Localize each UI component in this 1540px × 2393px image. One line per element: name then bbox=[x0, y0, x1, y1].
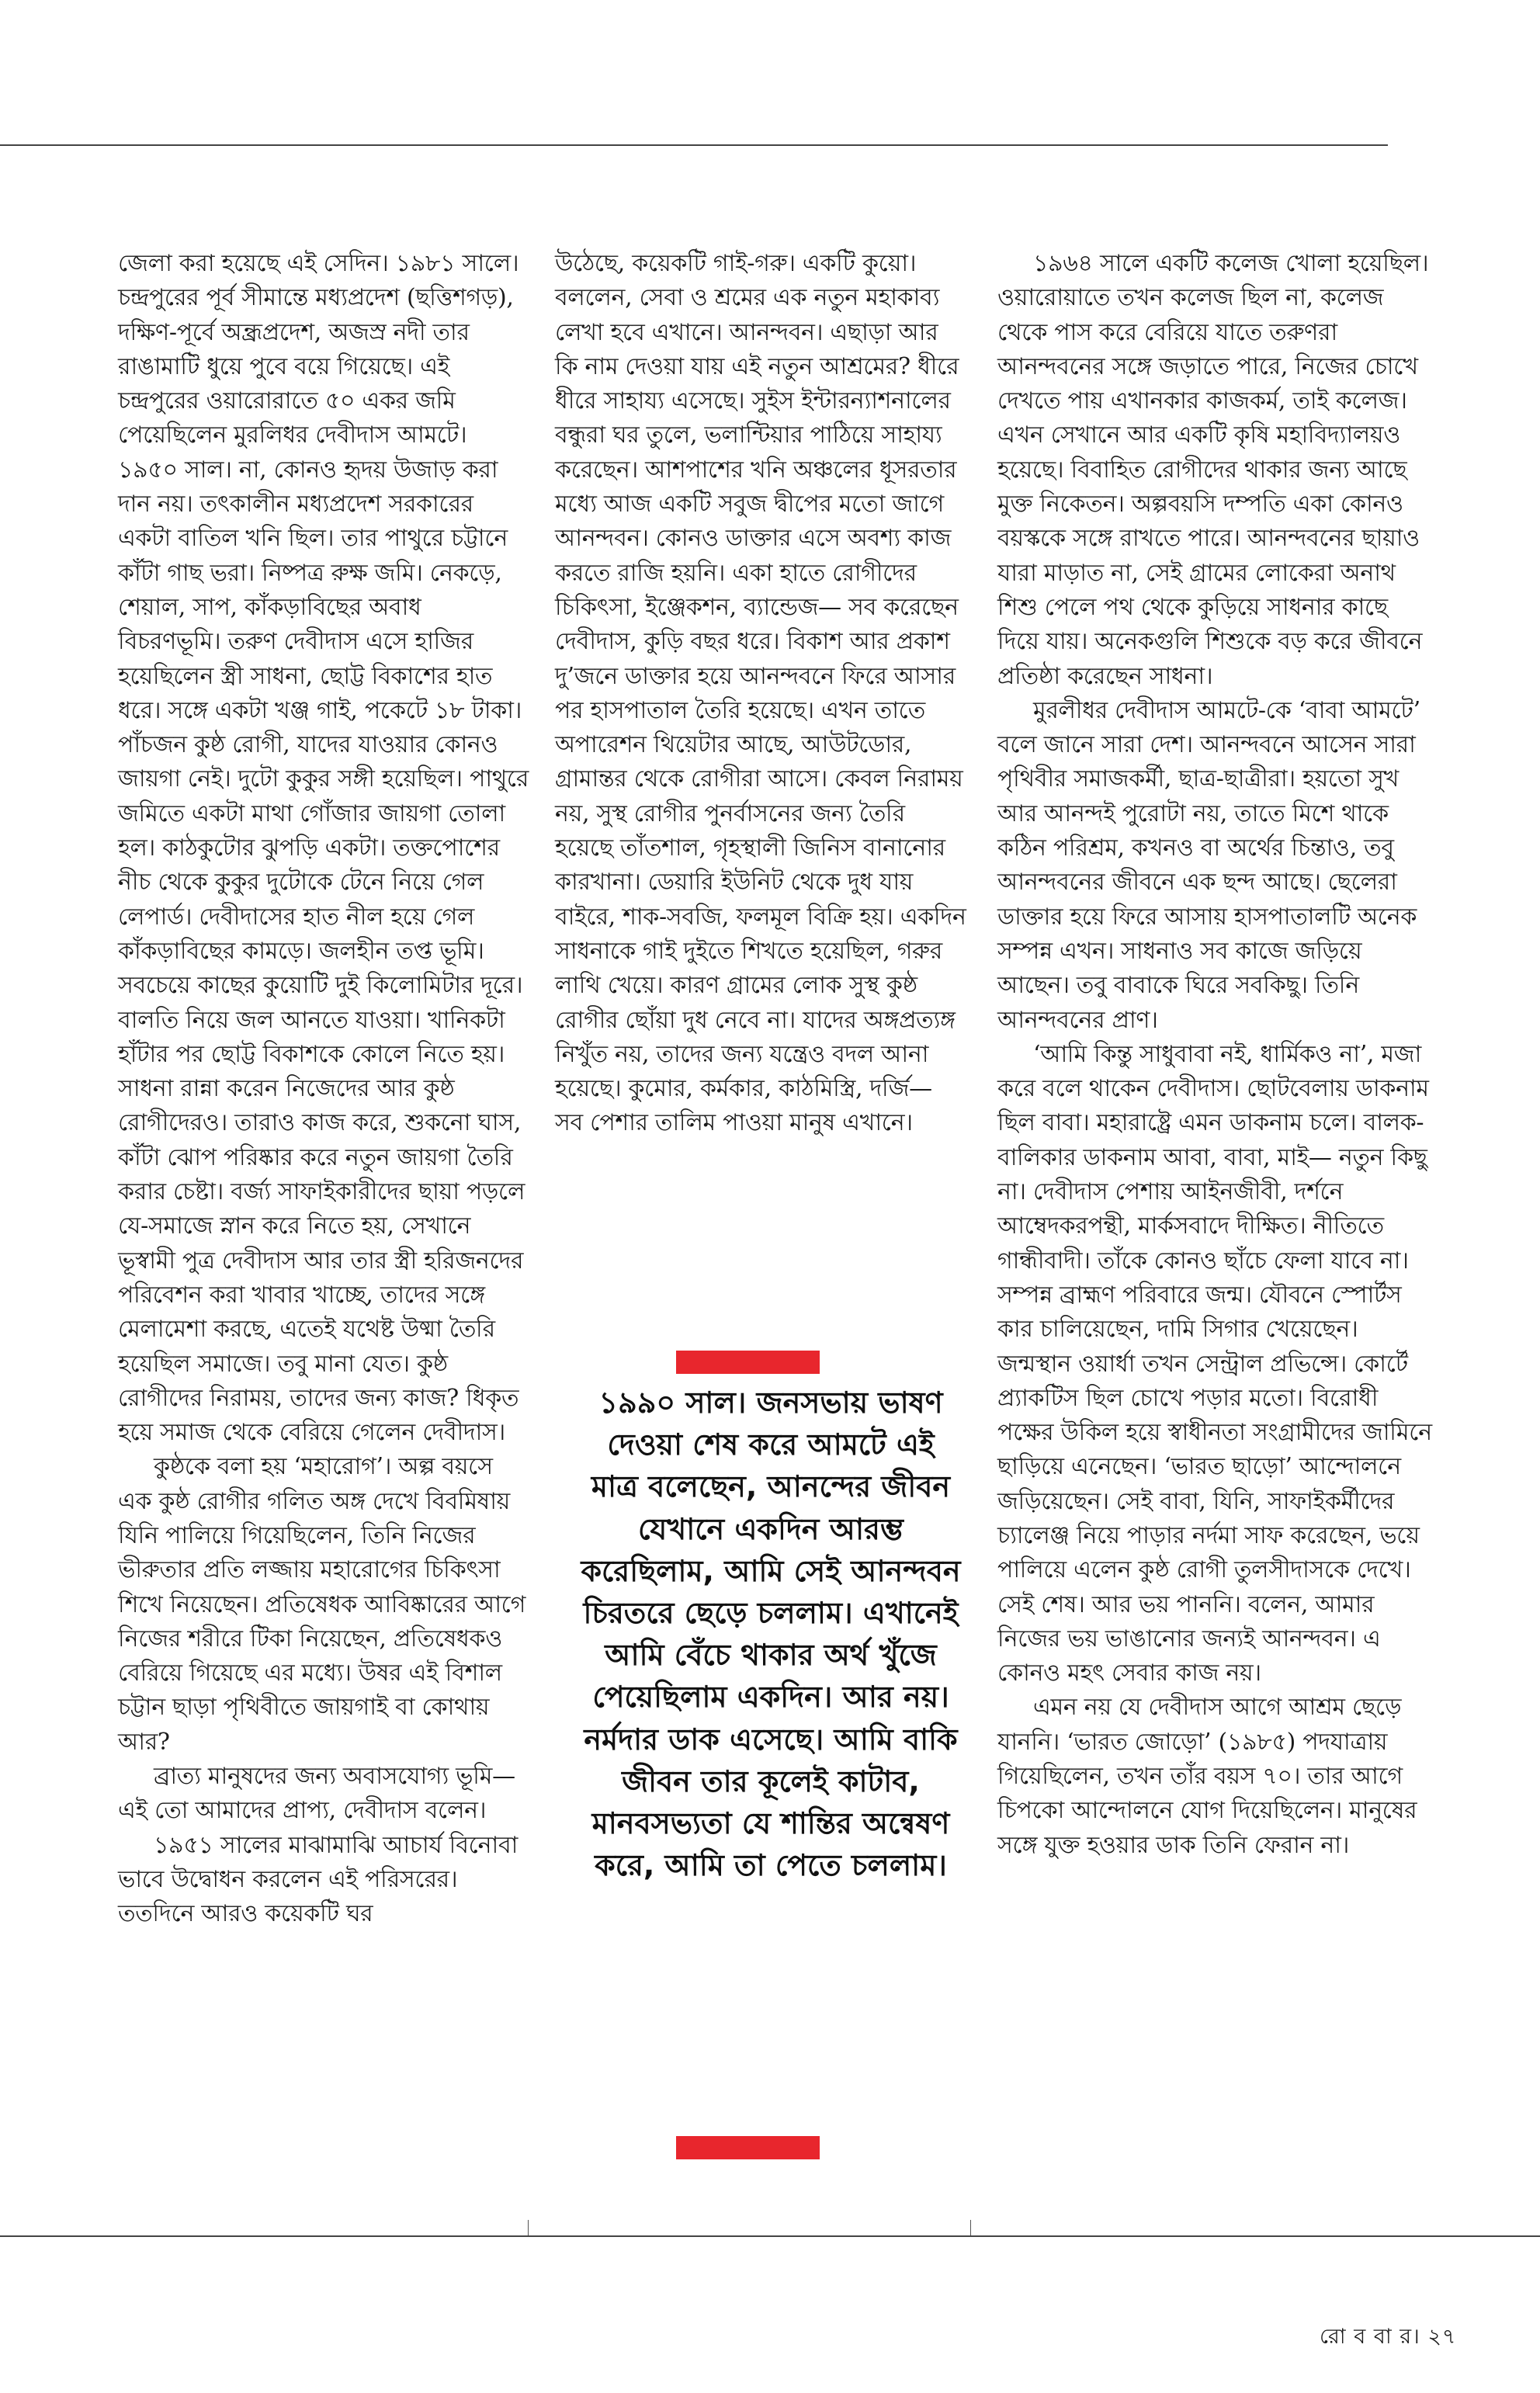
paragraph: উঠেছে, কয়েকটি গাই-গরু। একটি কুয়ো। বললেন, সেবা ও শ্রমের এক নতুন মহাকাব্য লেখা হবে এখানে। আনন্দবন। এছাড়া আর কি নাম দেওয়া যায় এই নতুন আশ্রমের? ধীরে ধীরে সাহায্য এসেছে। সুইস ইন্টারন্যাশনালের বন্ধুরা ঘর তুলে, ভলান্টিয়ার পাঠিয়ে সাহায্য করেছেন। আশপাশের খনি অঞ্চলের ধূসরতার মধ্যে আজ একটি সবুজ দ্বীপের মতো জাগে আনন্দবন। কোনও ডাক্তার এসে অবশ্য কাজ করতে রাজি হয়নি। একা হাতে রোগীদের চিকিৎসা, ইঞ্জেকশন, ব্যান্ডেজ— সব করেছেন দেবীদাস, কুড়ি বছর ধরে। বিকাশ আর প্রকাশ দু’জনে ডাক্তার হয়ে আনন্দবনে ফিরে আসার পর হাসপাতাল তৈরি হয়েছে। এখন তাতে অপারেশন থিয়েটার আছে, আউটডোর, গ্রামান্তর থেকে রোগীরা আসে। কেবল নিরাময় নয়, সুস্থ রোগীর পুনর্বাসনের জন্য তৈরি হয়েছে তাঁতশাল, গৃহস্থালী জিনিস বানানোর কারখানা। ডেয়ারি ইউনিট থেকে দুধ যায় বাইরে, শাক-সবজি, ফলমূল বিক্রি হয়। একদিন সাধনাকে গাই দুইতে শিখতে হয়েছিল, গরুর লাথি খেয়ে। কারণ গ্রামের লোক সুস্থ কুষ্ঠ রোগীর ছোঁয়া দুধ নেবে না। যাদের অঙ্গপ্রত্যঙ্গ নিখুঁত নয়, তাদের জন্য যন্ত্রেও বদল আনা হয়েছে। কুমোর, কর্মকার, কাঠমিস্ত্রি, দর্জি— সব পেশার তালিম পাওয়া মানুষ এখানে। bbox=[555, 250, 966, 1137]
paragraph: ১৯৫১ সালের মাঝামাঝি আচার্য বিনোবা ভাবে উদ্বোধন করলেন এই পরিসরের। ততদিনে আরও কয়েকটি ঘর bbox=[118, 1831, 519, 1928]
column-divider bbox=[528, 2220, 529, 2237]
paragraph: ‘আমি কিন্তু সাধুবাবা নই, ধার্মিকও না’, মজা করে বলে থাকেন দেবীদাস। ছোটবেলায় ডাকনাম ছিল বাবা। মহারাষ্ট্রে এমন ডাকনাম চলে। বালক-বালিকার ডাকনাম আবা, বাবা, মাই— নতুন কিছু না। দেবীদাস পেশায় আইনজীবী, দর্শনে আম্বেদকরপন্থী, মার্কসবাদে দীক্ষিত। নীতিতে গান্ধীবাদী। তাঁকে কোনও ছাঁচে ফেলা যাবে না। সম্পন্ন ব্রাহ্মণ পরিবারে জন্ম। যৌবনে স্পোর্টস কার চালিয়েছেন, দামি সিগার খেয়েছেন। জন্মস্থান ওয়ার্ধা তখন সেন্ট্রাল প্রভিন্সে। কোর্টে প্র্যাকটিস ছিল চোখে পড়ার মতো। বিরোধী পক্ষের উকিল হয়ে স্বাধীনতা সংগ্রামীদের জামিনে ছাড়িয়ে এনেছেন। ‘ভারত ছাড়ো’ আন্দোলনে জড়িয়েছেন। সেই বাবা, যিনি, সাফাইকর্মীদের চ্যালেঞ্জ নিয়ে পাড়ার নর্দমা সাফ করেছেন, ভয়ে পালিয়ে এলেন কুষ্ঠ রোগী তুলসীদাসকে দেখে। সেই শেষ। আর ভয় পাননি। বলেন, আমার নিজের ভয় ভাঙানোর জন্যই আনন্দবন। এ কোনও মহৎ সেবার কাজ নয়। bbox=[997, 1040, 1432, 1687]
pullquote-top-bar bbox=[676, 1351, 820, 1374]
column-3 bbox=[997, 247, 1432, 1863]
top-rule bbox=[0, 144, 1388, 146]
bottom-rule bbox=[0, 2235, 1540, 2237]
column-1 bbox=[118, 247, 529, 1932]
paragraph: জেলা করা হয়েছে এই সেদিন। ১৯৮১ সালে। চন্দ্রপুরের পূর্ব সীমান্তে মধ্যপ্রদেশ (ছত্তিশগড়), দক্ষিণ-পূর্বে অন্ধ্রপ্রদেশ, অজস্র নদী তার রাঙামাটি ধুয়ে পুবে বয়ে গিয়েছে। এই চন্দ্রপুরের ওয়ারোরাতে ৫০ একর জমি পেয়েছিলেন মুরলিধর দেবীদাস আমটে। ১৯৫০ সাল। না, কোনও হৃদয় উজাড় করা দান নয়। তৎকালীন মধ্যপ্রদেশ সরকারের একটা বাতিল খনি ছিল। তার পাথুরে চট্টানে কাঁটা গাছ ভরা। নিষ্পত্র রুক্ষ জমি। নেকড়ে, শেয়াল, সাপ, কাঁকড়াবিছের অবাধ বিচরণভূমি। তরুণ দেবীদাস এসে হাজির হয়েছিলেন স্ত্রী সাধনা, ছোট্ট বিকাশের হাত ধরে। সঙ্গে একটা খঞ্জ গাই, পকেটে ১৮ টাকা। পাঁচজন কুষ্ঠ রোগী, যাদের যাওয়ার কোনও জায়গা নেই। দুটো কুকুর সঙ্গী হয়েছিল। পাথুরে জমিতে একটা মাথা গোঁজার জায়গা তোলা হল। কাঠকুটোর ঝুপড়ি একটা। তক্তপোশের নীচ থেকে কুকুর দুটোকে টেনে নিয়ে গেল লেপার্ড। দেবীদাসের হাত নীল হয়ে গেল কাঁকড়াবিছের কামড়ে। জলহীন তপ্ত ভূমি। সবচেয়ে কাছের কুয়োটি দুই কিলোমিটার দূরে। বালতি নিয়ে জল আনতে যাওয়া। খানিকটা হাঁটার পর ছোট্ট বিকাশকে কোলে নিতে হয়। সাধনা রান্না করেন নিজেদের আর কুষ্ঠ রোগীদেরও। তারাও কাজ করে, শুকনো ঘাস, কাঁটা ঝোপ পরিষ্কার করে নতুন জায়গা তৈরি করার চেষ্টা। বর্জ্য সাফাইকারীদের ছায়া পড়লে যে-সমাজে স্নান করে নিতে হয়, সেখানে ভূস্বামী পুত্র দেবীদাস আর তার স্ত্রী হরিজনদের পরিবেশন করা খাবার খাচ্ছে, তাদের সঙ্গে মেলামেশা করছে, এতেই যথেষ্ট উষ্মা তৈরি হয়েছিল সমাজে। তবু মানা যেত। কুষ্ঠ রোগীদের নিরাময়, তাদের জন্য কাজ? ধিকৃত হয়ে সমাজ থেকে বেরিয়ে গেলেন দেবীদাস। bbox=[118, 250, 529, 1447]
page-footer: রো ব বা র। ২৭ bbox=[1320, 2325, 1457, 2349]
paragraph: কুষ্ঠকে বলা হয় ‘মহারোগ’। অল্প বয়সে এক কুষ্ঠ রোগীর গলিত অঙ্গ দেখে বিবমিষায় যিনি পালিয়ে গিয়েছিলেন, তিনি নিজের ভীরুতার প্রতি লজ্জায় মহারোগের চিকিৎসা শিখে নিয়েছেন। প্রতিষেধক আবিষ্কারের আগে নিজের শরীরে টিকা নিয়েছেন, প্রতিষেধকও বেরিয়ে গিয়েছে এর মধ্যে। উষর এই বিশাল চট্টান ছাড়া পৃথিবীতে জায়গাই বা কোথায় আর? bbox=[118, 1453, 526, 1756]
paragraph: ১৯৬৪ সালে একটি কলেজ খোলা হয়েছিল। ওয়ারোয়াতে তখন কলেজ ছিল না, কলেজ থেকে পাস করে বেরিয়ে যাতে তরুণরা আনন্দবনের সঙ্গে জড়াতে পারে, নিজের চোখে দেখতে পায় এখানকার কাজকর্ম, তাই কলেজ। এখন সেখানে আর একটি কৃষি মহাবিদ্যালয়ও হয়েছে। বিবাহিত রোগীদের থাকার জন্য আছে মুক্ত নিকেতন। অল্পবয়সি দম্পতি একা কোনও বয়স্ককে সঙ্গে রাখতে পারে। আনন্দবনের ছায়াও যারা মাড়াত না, সেই গ্রামের লোকেরা অনাথ শিশু পেলে পথ থেকে কুড়িয়ে সাধনার কাছে দিয়ে যায়। অনেকগুলি শিশুকে বড় করে জীবনে প্রতিষ্ঠা করেছেন সাধনা। bbox=[997, 250, 1429, 690]
column-divider bbox=[970, 2220, 971, 2237]
paragraph: ব্রাত্য মানুষদের জন্য অবাসযোগ্য ভূমি— এই তো আমাদের প্রাপ্য, দেবীদাস বলেন। bbox=[118, 1763, 515, 1825]
pullquote: ১৯৯০ সাল। জনসভায় ভাষণ দেওয়া শেষ করে আমটে এই মাত্র বলেছেন, আনন্দের জীবন যেখানে একদিন আরম্ভ করেছিলাম, আমি সেই আনন্দবন চিরতরে ছেড়ে চললাম। এখানেই আমি বেঁচে থাকার অর্থ খুঁজে পেয়েছিলাম একদিন। আর নয়। নর্মদার ডাক এসেছে। আমি বাকি জীবন তার কূলেই কাটাব, মানবসভ্যতা যে শান্তির অন্বেষণ করে, আমি তা পেতে চললাম। bbox=[581, 1386, 961, 1883]
column-2 bbox=[555, 247, 966, 1141]
pullquote-bottom-bar bbox=[676, 2136, 820, 2159]
paragraph: এমন নয় যে দেবীদাস আগে আশ্রম ছেড়ে যাননি। ‘ভারত জোড়ো’ (১৯৮৫) পদযাত্রায় গিয়েছিলেন, তখন তাঁর বয়স ৭০। তার আগে চিপকো আন্দোলনে যোগ দিয়েছিলেন। মানুষের সঙ্গে যুক্ত হওয়ার ডাক তিনি ফেরান না। bbox=[997, 1694, 1417, 1859]
paragraph: মুরলীধর দেবীদাস আমটে-কে ‘বাবা আমটে’ বলে জানে সারা দেশ। আনন্দবনে আসেন সারা পৃথিবীর সমাজকর্মী, ছাত্র-ছাত্রীরা। হয়তো সুখ আর আনন্দই পুরোটা নয়, তাতে মিশে থাকে কঠিন পরিশ্রম, কখনও বা অর্থের চিন্তাও, তবু আনন্দবনের জীবনে এক ছন্দ আছে। ছেলেরা ডাক্তার হয়ে ফিরে আসায় হাসপাতালটি অনেক সম্পন্ন এখন। সাধনাও সব কাজে জড়িয়ে আছেন। তবু বাবাকে ঘিরে সবকিছু। তিনি আনন্দবনের প্রাণ। bbox=[997, 696, 1420, 1034]
